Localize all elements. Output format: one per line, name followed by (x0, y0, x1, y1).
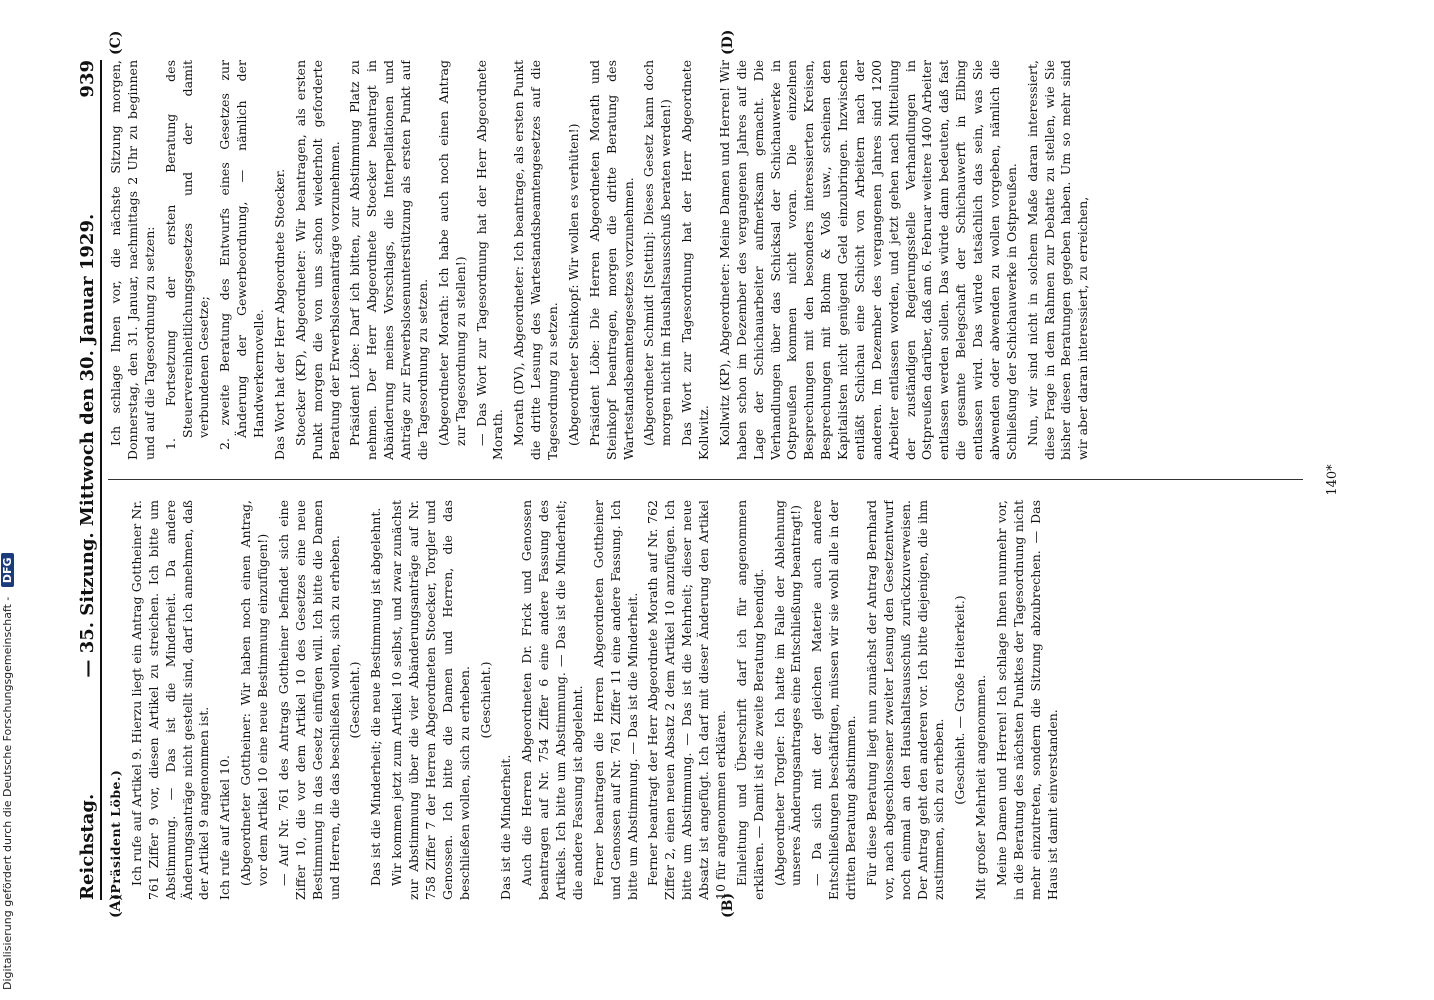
left-paragraph: (Geschieht. — Große Heiterkeit.) (952, 595, 968, 805)
column-divider (108, 479, 1303, 480)
right-paragraph: (Abgeordneter Schmidt [Stettin]: Dieses Gesetz kann doch morgen nicht im Haushaltsausschuß beraten werden!) (641, 60, 674, 446)
right-paragraph: Nun, wir sind nicht in solchem Maße daran interessiert, diese Frage in dem Rahmen zur Debatte zu stellen, wie Sie bisher diesen Beratungen gegeben haben. Um so mehr sind wir aber daran interessiert, zu erreichen, (1024, 60, 1091, 460)
margin-marker-a: (A) (108, 893, 124, 918)
footer-credit-text: Digitalisierung gefördert durch die Deutsche Forschungsgemeinschaft - (1, 596, 14, 990)
left-paragraph: (Abgeordneter Gottheiner: Wir haben noch einen Antrag, vor dem Artikel 10 eine neue Bestimmung einzufügen!) (238, 500, 270, 886)
dfg-logo: DFG (1, 553, 14, 587)
left-paragraph: (Geschieht.) (347, 661, 363, 739)
left-paragraph: Für diese Beratung liegt nun zunächst der Antrag Bernhard vor, nach abgeschlossener zweiter Lesung den Gesetzentwurf noch einmal an den Haushaltsausschuß zurückzuverweisen. Der Antrag geht den anderen vor. Ich bitte diejenigen, die ihm zustimmen, sich zu erheben. (863, 500, 947, 900)
margin-marker-b: (B) (720, 892, 736, 918)
header-center: — 35. Sitzung. Mittwoch den 30. Januar 1929. (77, 213, 98, 678)
left-paragraph: Ich rufe auf Artikel 9. Hierzu liegt ein Antrag Gottheiner Nr. 761 Ziffer 9 vor, diesen Artikel zu streichen. Ich bitte um Abstimmung. — Das ist die Minderheit. Da andere Änderungsanträge nicht gestellt sind, darf ich annehmen, daß der Artikel 9 angenommen ist. (128, 500, 212, 900)
right-paragraph: — Das Wort zur Tagesordnung hat der Herr Abgeordnete Morath. (473, 60, 506, 460)
right-paragraph: Präsident Löbe: Die Herren Abgeordneten Morath und Steinkopf beantragen, morgen die dritte Beratung des Wartestandsbeamtengesetzes vorzunehmen. (586, 60, 636, 460)
left-paragraph: Einleitung und Überschrift darf ich für angenommen erklären. — Damit ist die zweite Beratung beendigt. (733, 500, 766, 900)
left-paragraph: — Auf Nr. 761 des Antrags Gottheiner befindet sich eine Ziffer 10, die vor dem Artikel 10 des Gesetzes eine neue Bestimmung in das Gesetz einfügen will. Ich bitte die Damen und Herren, die das beschließen wollen, sich zu erheben. (275, 500, 342, 900)
right-paragraph: 2. zweite Beratung des Entwurfs eines Gesetzes zur Änderung der Gewerbeordnung, — nämlich der Handwerkernovelle. (217, 60, 266, 450)
left-paragraph: Auch die Herren Abgeordneten Dr. Frick und Genossen beantragen auf Nr. 754 Ziffer 6 eine andere Fassung des Artikels. Ich bitte um Abstimmung. — Das ist die Minderheit; die andere Fassung ist abgelehnt. (519, 500, 585, 900)
right-paragraph: Das Wort zur Tagesordnung hat der Herr Abgeordnete Kollwitz. (679, 60, 711, 460)
left-column (108, 500, 1303, 900)
left-paragraph: (Geschieht.) (477, 661, 493, 739)
header-left: Reichstag. (77, 793, 98, 900)
left-paragraph: Mit großer Mehrheit angenommen. (973, 674, 989, 900)
right-paragraph: (Abgeordneter Steinkopf: Wir wollen es verhüten!) (565, 123, 581, 446)
sheet-mark: 140* (1325, 464, 1340, 496)
page-header (70, 60, 98, 900)
right-paragraph: Kollwitz (KP), Abgeordneter: Meine Damen und Herren! Wir haben schon im Dezember des vergangenen Jahres auf die Lage der Schichauarbeiter aufmerksam gemacht. Die Verhandlungen über das Schicksal der Schichauwerke in Ostpreußen kommen nicht voran. Die einzelnen Besprechungen mit den besonders interessierten Kreisen, Besprechungen mit Blohm & Voß usw., scheinen den Kapitalisten nicht genügend Geld einzubringen. Inzwischen entläßt Schichau eine Schicht von Arbeitern nach der anderen. Im Dezember des vergangenen Jahres sind 1200 Arbeiter entlassen worden, und jetzt gehen nach Mitteilung der zuständigen Regierungsstelle Verhandlungen in Ostpreußen darüber, daß am 6. Februar weitere 1400 Arbeiter entlassen werden sollen. Das würde dann bedeuten, daß fast die gesamte Belegschaft der Schichauwerft in Elbing entlassen wird. Das würde tatsächlich das sein, was Sie abwenden oder abwenden zu wollen vorgeben, nämlich die Schließung der Schichauwerke in Ostpreußen. (716, 60, 1019, 460)
left-paragraph: Ferner beantragen die Herren Abgeordneten Gottheiner und Genossen auf Nr. 761 Ziffer 11 eine andere Fassung. Ich bitte um Abstimmung. — Das ist die Minderheit. (590, 500, 640, 900)
footer-credit (1, 0, 25, 1000)
left-paragraph: Ich rufe auf Artikel 10. (217, 755, 233, 900)
right-column (108, 60, 1303, 460)
left-paragraph: (Präsident Löbe.) (108, 769, 123, 900)
right-paragraph: Das Wort hat der Herr Abgeordnete Stoecker. (271, 168, 287, 460)
left-paragraph: Das ist die Minderheit; die neue Bestimmung ist abgelehnt. (368, 507, 384, 886)
right-paragraph: 1. Fortsetzung der ersten Beratung des Steuervereinheitlichungsgesetzes und der damit verbundenen Gesetze; (162, 60, 212, 450)
left-paragraph: Wir kommen jetzt zum Artikel 10 selbst, und zwar zunächst zur Abstimmung über die vier Abänderungsanträge auf Nr. 758 Ziffer 7 der Herren Abgeordneten Stoecker, Torgler und Genossen. Ich bitte die Damen und Herren, die das beschließen wollen, sich zu erheben. (389, 500, 472, 900)
right-paragraph: (Abgeordneter Morath: Ich habe auch noch einen Antrag zur Tagesordnung zu stellen!) (435, 60, 468, 446)
right-paragraph: Morath (DV), Abgeordneter: Ich beantrage, als ersten Punkt die dritte Lesung des Wartestandsbeamtengesetzes auf die Tagesordnung zu setzen. (511, 60, 560, 460)
right-paragraph: Präsident Löbe: Darf ich bitten, zur Abstimmung Platz zu nehmen. Der Herr Abgeordnete Stoecker beantragt in Abänderung meines Vorschlags, die Interpellationen und Anträge zur Erwerbslosenunterstützung als ersten Punkt auf die Tagesordnung zu setzen. (347, 60, 430, 460)
left-paragraph: (Abgeordneter Torgler: Ich hatte im Falle der Ablehnung unseres Änderungsantrages eine Entschließung beantragt!) (771, 500, 804, 886)
left-paragraph: Meine Damen und Herren! Ich schlage Ihnen nunmehr vor, in die Beratung des nächsten Punktes der Tagesordnung nicht mehr einzutreten, sondern die Sitzung abzubrechen. — Das Haus ist damit einverstanden. (994, 500, 1060, 900)
margin-marker-c: (C) (108, 30, 124, 55)
right-paragraph: Stoecker (KP), Abgeordneter: Wir beantragen, als ersten Punkt morgen die von uns schon wiederholt geforderte Beratung der Erwerbslosenanträge vorzunehmen. (292, 60, 342, 460)
margin-marker-d: (D) (720, 29, 736, 55)
left-paragraph: — Da sich mit der gleichen Materie auch andere Entschließungen beschäftigen, müssen wir sie wohl alle in der dritten Beratung abstimmen. (809, 500, 858, 900)
left-paragraph: Ferner beantragt der Herr Abgeordnete Morath auf Nr. 762 Ziffer 2, einen neuen Absatz 2 dem Artikel 10 anzufügen. Ich bitte um Abstimmung. — Das ist die Mehrheit; dieser neue Absatz ist angefügt. Ich darf mit dieser Änderung den Artikel 10 für angenommen erklären. (645, 500, 728, 900)
left-paragraph: Das ist die Minderheit. (498, 754, 514, 900)
header-rule (100, 60, 102, 900)
right-paragraph: Ich schlage Ihnen vor, die nächste Sitzung morgen, Donnerstag, den 31. Januar, nachmittags 2 Uhr zu beginnen und auf die Tagesordnung zu setzen: (108, 60, 157, 460)
page-number: 939 (77, 60, 98, 98)
